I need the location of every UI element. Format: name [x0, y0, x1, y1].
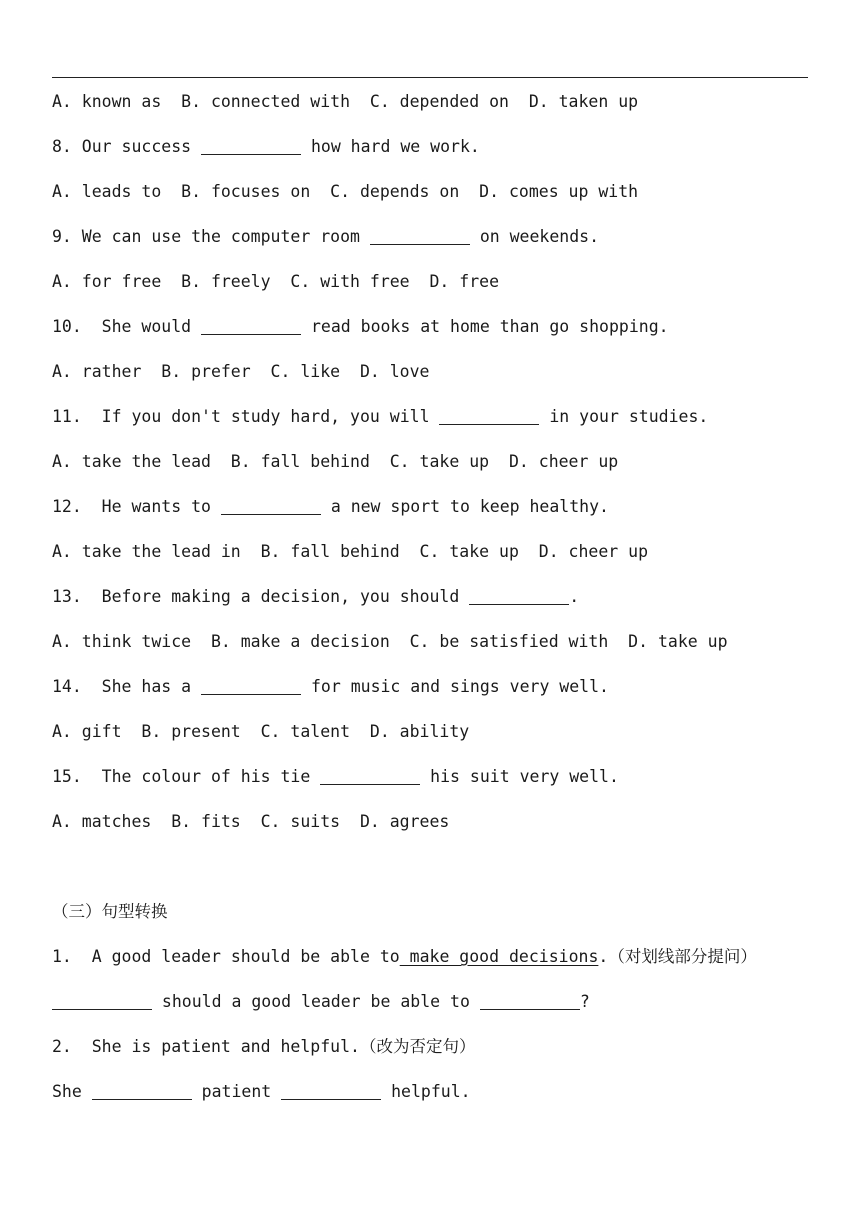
options-q8: A. leads to B. focuses on C. depends on D. comes up with	[52, 182, 639, 201]
question-number: 12.	[52, 497, 82, 516]
answer-blank[interactable]	[201, 138, 301, 155]
answer-blank[interactable]	[469, 588, 569, 605]
options-q7: A. known as B. connected with C. depended on D. taken up	[52, 92, 639, 111]
answer-blank[interactable]	[370, 228, 470, 245]
instruction-note: （对划线部分提问）	[608, 947, 757, 966]
options-q9: A. for free B. freely C. with free D. free	[52, 272, 500, 291]
transform-answer-1: should a good leader be able to ?	[52, 991, 590, 1013]
question-15: 15. The colour of his tie his suit very well.	[52, 767, 619, 786]
question-number: 2.	[52, 1037, 72, 1056]
question-number: 1.	[52, 947, 72, 966]
transform-question-1: 1. A good leader should be able to make good decisions.（对划线部分提问）	[52, 947, 757, 966]
answer-blank[interactable]	[320, 768, 420, 785]
options-q11: A. take the lead B. fall behind C. take up D. cheer up	[52, 452, 619, 471]
question-12: 12. He wants to a new sport to keep healthy.	[52, 497, 609, 516]
answer-blank[interactable]	[439, 408, 539, 425]
underlined-phrase: make good decisions	[399, 947, 599, 966]
question-11: 11. If you don't study hard, you will in your studies.	[52, 407, 709, 426]
answer-blank[interactable]	[201, 678, 301, 695]
options-q10: A. rather B. prefer C. like D. love	[52, 362, 430, 381]
answer-blank[interactable]	[52, 993, 152, 1010]
answer-blank[interactable]	[221, 498, 321, 515]
transform-answer-2: She patient helpful.	[52, 1082, 471, 1101]
transform-question-2: 2. She is patient and helpful.（改为否定句）	[52, 1037, 476, 1056]
options-q12: A. take the lead in B. fall behind C. take up D. cheer up	[52, 542, 649, 561]
question-number: 9.	[52, 227, 72, 246]
options-q14: A. gift B. present C. talent D. ability	[52, 722, 470, 741]
question-8: 8. Our success how hard we work.	[52, 137, 480, 156]
question-number: 8.	[52, 137, 72, 156]
section-heading: （三）句型转换	[52, 902, 168, 921]
instruction-note: （改为否定句）	[359, 1037, 476, 1056]
question-number: 14.	[52, 677, 82, 696]
options-q15: A. matches B. fits C. suits D. agrees	[52, 812, 450, 831]
answer-blank[interactable]	[480, 993, 580, 1010]
question-10: 10. She would read books at home than go shopping.	[52, 317, 669, 336]
answer-blank[interactable]	[281, 1083, 381, 1100]
question-number: 15.	[52, 767, 82, 786]
question-9: 9. We can use the computer room on weekends.	[52, 227, 600, 246]
options-q13: A. think twice B. make a decision C. be satisfied with D. take up	[52, 632, 728, 651]
answer-blank[interactable]	[201, 318, 301, 335]
question-number: 10.	[52, 317, 82, 336]
question-number: 11.	[52, 407, 82, 426]
question-13: 13. Before making a decision, you should .	[52, 587, 580, 606]
top-rule	[52, 77, 808, 78]
answer-blank[interactable]	[92, 1083, 192, 1100]
question-number: 13.	[52, 587, 82, 606]
question-14: 14. She has a for music and sings very well.	[52, 677, 609, 696]
